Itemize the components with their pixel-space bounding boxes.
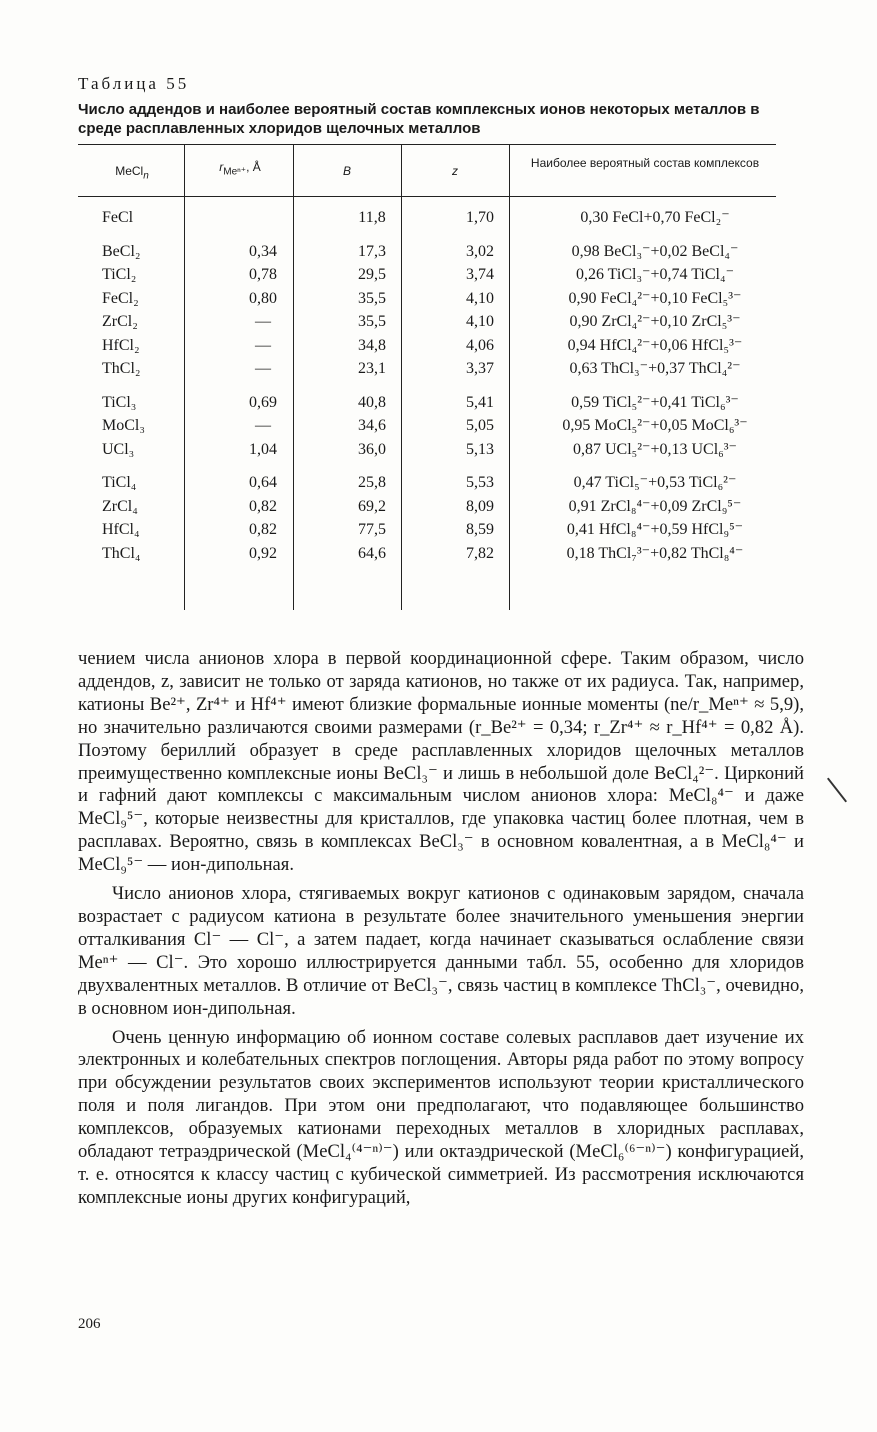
- body-text: [78, 648, 804, 1210]
- cell-compound: HfCl₂: [102, 336, 140, 354]
- cell-z: 3,74: [466, 266, 494, 283]
- cell-b: 25,8: [358, 474, 386, 491]
- cell-b: 11,8: [358, 209, 386, 226]
- cell-compound: HfCl₄: [102, 521, 140, 538]
- data-table: [78, 206, 776, 565]
- paragraph-2: Число анионов хлора, стягиваемых вокруг катионов с одинаковым зарядом, сначала возрастает с радиусом катиона в результате более значительного уменьшения энергии отталкивания Cl⁻ — Cl⁻, а затем падает, когда начинает сказываться ослабление связи Meⁿ⁺ — Cl⁻. Это хорошо иллюстрируется данными табл. 55, особенно для хлоридов двухвалентных металлов. В отличие от BeCl₃⁻, связь частиц в комплексе ThCl₃⁻, очевидно, в основном ион-дипольная.: [78, 883, 804, 1019]
- table-row: [78, 518, 776, 542]
- cell-composition: 0,26 TiCl₃⁻+0,74 TiCl₄⁻: [575, 266, 735, 283]
- cell-radius: 0,64: [249, 474, 277, 491]
- cell-radius: [208, 206, 318, 230]
- cell-composition: 0,91 ZrCl₈⁴⁻+0,09 ZrCl₉⁵⁻: [568, 497, 742, 515]
- table-row: [78, 495, 776, 519]
- cell-compound: TiCl₂: [102, 266, 137, 283]
- cell-b: 34,6: [358, 417, 386, 434]
- cell-b: 35,5: [358, 289, 386, 307]
- gap-cell: [78, 381, 776, 391]
- cell-composition: 0,90 FeCl₄²⁻+0,10 FeCl₅³⁻: [568, 289, 742, 307]
- table-title: Число аддендов и наиболее вероятный состав комплексных ионов некоторых металлов в среде расплавленных хлоридов щелочных металлов: [78, 101, 760, 137]
- cell-radius: —: [255, 313, 271, 330]
- header-mecln: MeCl$_n$: [115, 164, 149, 182]
- table-row: [78, 206, 776, 230]
- cell-compound: FeCl₂: [102, 289, 139, 307]
- table-row: [78, 263, 776, 287]
- cell-radius: 0,34: [249, 242, 277, 260]
- table-row: [78, 438, 776, 462]
- cell-composition: 0,47 TiCl₅⁻+0,53 TiCl₆²⁻: [573, 474, 737, 491]
- cell-z: 5,41: [466, 393, 494, 411]
- cell-radius: 0,69: [249, 393, 277, 411]
- table-row: [78, 391, 776, 415]
- table-row: [78, 240, 776, 264]
- table-header-rule: [78, 196, 776, 197]
- cell-compound: TiCl₄: [102, 474, 137, 491]
- cell-z: 3,02: [466, 242, 494, 260]
- cell-z: 5,05: [466, 417, 494, 434]
- header-b: B: [342, 164, 351, 178]
- cell-compound: ZrCl₄: [102, 497, 138, 515]
- cell-compound: UCl₃: [102, 440, 135, 458]
- cell-radius: 0,80: [249, 289, 277, 307]
- cell-radius: —: [255, 360, 271, 377]
- cell-radius: 0,92: [249, 544, 277, 562]
- cell-z: 4,10: [466, 313, 494, 330]
- cell-composition: 0,87 UCl₅²⁻+0,13 UCl₆³⁻: [572, 440, 737, 458]
- cell-b: 35,5: [358, 313, 386, 330]
- cell-z: 5,53: [466, 474, 494, 491]
- cell-b: 77,5: [358, 521, 386, 538]
- header-radius: $r_{Me^{n+}}$, Å: [219, 160, 261, 178]
- cell-composition: 0,98 BeCl₃⁻+0,02 BeCl₄⁻: [571, 242, 739, 260]
- cell-compound: ThCl₄: [102, 544, 141, 562]
- cell-z: 5,13: [466, 440, 494, 458]
- paragraph-1: чением числа анионов хлора в первой координационной сфере. Таким образом, число аддендов, z, зависит не только от заряда катионов, но также от их радиуса. Так, например, катионы Be²⁺, Zr⁴⁺ и Hf⁴⁺ имеют близкие формальные ионные моменты (ne/r_Meⁿ⁺ ≈ 5,9), но значительно различаются своими размерами (r_Be²⁺ = 0,34; r_Zr⁴⁺ ≈ r_Hf⁴⁺ = 0,82 Å). Поэтому бериллий образует в среде расплавленных хлоридов щелочных металлов преимущественно комплексные ионы BeCl₃⁻ и лишь в небольшой доле BeCl₄²⁻. Цирконий и гафний дают комплексы с максимальным числом анионов хлора: MeCl₈⁴⁻ и даже MeCl₉⁵⁻, которые неизвестны для кристаллов, где упаковка частиц более плотная, чем в расплавах. Вероятно, связь в комплексах BeCl₃⁻ в основном ковалентная, а в MeCl₈⁴⁻ и MeCl₉⁵⁻ — ион-дипольная.: [78, 648, 804, 876]
- table-row: [78, 542, 776, 566]
- cell-compound: ThCl₂: [102, 360, 141, 377]
- cell-composition: 0,90 ZrCl₄²⁻+0,10 ZrCl₅³⁻: [569, 313, 741, 330]
- cell-z: 4,10: [466, 289, 494, 307]
- table-row: [78, 334, 776, 358]
- gap-cell: [78, 461, 776, 471]
- cell-composition: 0,18 ThCl₇³⁻+0,82 ThCl₈⁴⁻: [566, 544, 744, 562]
- table-label: Таблица 55: [78, 74, 190, 93]
- row-gap: [78, 461, 776, 471]
- cell-z: 1,70: [466, 209, 494, 226]
- cell-compound: TiCl₃: [102, 393, 137, 411]
- cell-composition: 0,59 TiCl₅²⁻+0,41 TiCl₆³⁻: [571, 393, 739, 411]
- table-row: [78, 287, 776, 311]
- cell-composition: 0,94 HfCl₄²⁻+0,06 HfCl₅³⁻: [567, 336, 743, 354]
- gap-cell: [78, 230, 776, 240]
- cell-radius: —: [255, 417, 271, 434]
- table-row: [78, 357, 776, 381]
- cell-composition: 0,30 FeCl+0,70 FeCl₂⁻: [580, 209, 730, 226]
- cell-b: 36,0: [358, 440, 386, 458]
- table-row: [78, 310, 776, 334]
- margin-mark: [827, 778, 847, 803]
- cell-b: 23,1: [358, 360, 386, 377]
- header-z: z: [452, 164, 458, 178]
- cell-z: 7,82: [466, 544, 494, 562]
- cell-composition: 0,63 ThCl₃⁻+0,37 ThCl₄²⁻: [569, 360, 741, 377]
- page-number: 206: [78, 1316, 101, 1332]
- table-top-rule: [78, 144, 776, 145]
- table-row: [78, 414, 776, 438]
- cell-z: 4,06: [466, 336, 494, 354]
- cell-radius: 0,82: [249, 521, 277, 538]
- row-gap: [78, 381, 776, 391]
- cell-z: 8,59: [466, 521, 494, 538]
- cell-b: 29,5: [358, 266, 386, 283]
- cell-composition: 0,41 HfCl₈⁴⁻+0,59 HfCl₉⁵⁻: [566, 521, 744, 538]
- cell-b: 34,8: [358, 336, 386, 354]
- header-composition: Наиболее вероятный состав комплексов: [530, 156, 760, 170]
- paragraph-3: Очень ценную информацию об ионном составе солевых расплавов дает изучение их электронных и колебательных спектров поглощения. Авторы ряда работ по этому вопросу при обсуждении результатов своих экспериментов используют теории кристаллического поля и поля лигандов. При этом они предполагают, что подавляющее большинство комплексов, образуемых катионами переходных металлов в хлоридных расплавах, обладают тетраэдрической (MeCl₄⁽⁴⁻ⁿ⁾⁻) или октаэдрической (MeCl₆⁽⁶⁻ⁿ⁾⁻) конфигурацией, т. е. относятся к классу частиц с кубической симметрией. Из рассмотрения исключаются комплексные ионы других конфигураций,: [78, 1026, 804, 1208]
- cell-b: 17,3: [358, 242, 386, 260]
- cell-b: 40,8: [358, 393, 386, 411]
- table-row: [78, 471, 776, 495]
- cell-radius: 0,82: [249, 497, 277, 515]
- cell-compound: ZrCl₂: [102, 313, 138, 330]
- cell-radius: —: [255, 336, 271, 354]
- cell-z: 3,37: [466, 360, 494, 377]
- cell-compound: MoCl₃: [102, 417, 145, 434]
- cell-b: 64,6: [358, 544, 386, 562]
- cell-compound: FeCl: [102, 209, 134, 226]
- cell-radius: 0,78: [249, 266, 277, 283]
- cell-compound: BeCl₂: [102, 242, 141, 260]
- cell-b: 69,2: [358, 497, 386, 515]
- row-gap: [78, 230, 776, 240]
- cell-radius: 1,04: [249, 440, 277, 458]
- cell-composition: 0,95 MoCl₅²⁻+0,05 MoCl₆³⁻: [562, 417, 748, 434]
- cell-z: 8,09: [466, 497, 494, 515]
